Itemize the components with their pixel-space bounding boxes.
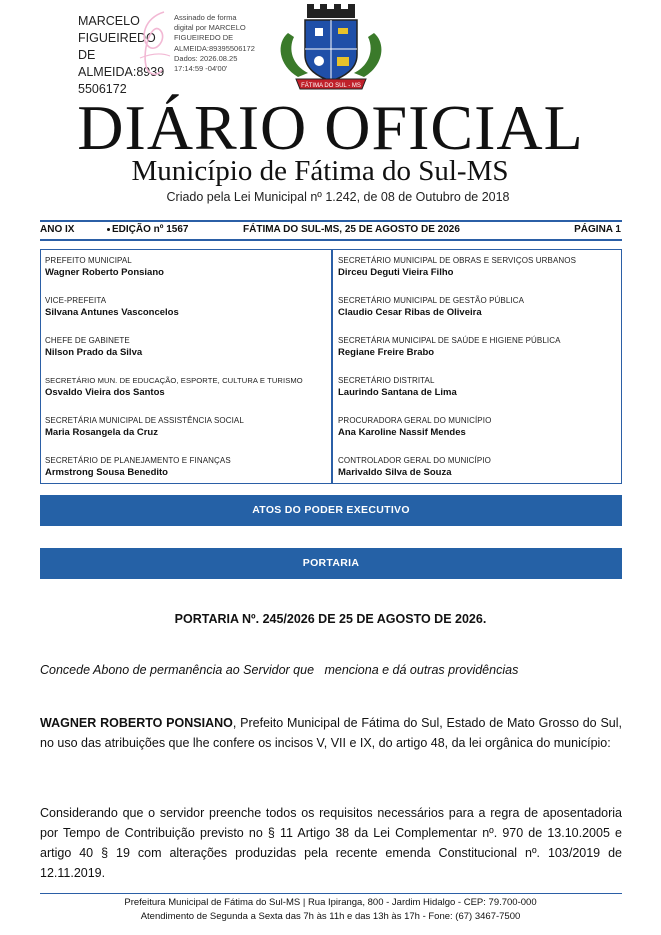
official-entry <box>45 295 330 319</box>
official-role: PROCURADORA GERAL DO MUNICÍPIO <box>338 416 492 425</box>
official-name: Nilson Prado da Silva <box>45 347 143 358</box>
crest-motto: FÁTIMA DO SUL - MS <box>301 83 361 89</box>
municipal-crest-icon <box>270 3 392 93</box>
edition-number: EDIÇÃO nº 1567 <box>112 224 189 235</box>
signer-name: MARCELO FIGUEIREDO DE ALMEIDA:8939 5506172 <box>78 14 165 96</box>
official-role: VICE-PREFEITA <box>45 296 107 305</box>
considerando-paragraph: Considerando que o servidor preenche todos os requisitos necessários para a regra de aposentadoria por Tempo de Contribuição previsto no § 11 Artigo 38 da Lei Complementar nº. 970 de 13.10.2005 e artigo 40 § 19 com alterações produzidas pela recente emenda Constitucional nº. 103/2019 de 12.11.2019. <box>40 806 622 880</box>
official-role: SECRETÁRIO MUN. DE EDUCAÇÃO, ESPORTE, CULTURA E TURISMO <box>45 376 303 385</box>
masthead-subtitle: Município de Fátima do Sul-MS <box>131 155 509 187</box>
edition-year: ANO IX <box>40 224 75 235</box>
official-role: PREFEITO MUNICIPAL <box>45 256 132 265</box>
official-role: CONTROLADOR GERAL DO MUNICÍPIO <box>338 456 491 465</box>
section-banner-executive: ATOS DO PODER EXECUTIVO <box>40 495 622 526</box>
footer-divider <box>40 893 622 894</box>
official-role: SECRETÁRIO DE PLANEJAMENTO E FINANÇAS <box>45 456 231 465</box>
official-entry <box>45 455 330 479</box>
official-name: Dirceu Deguti Vieira Filho <box>338 267 454 278</box>
official-role: CHEFE DE GABINETE <box>45 336 130 345</box>
official-entry <box>338 255 623 279</box>
official-name: Ana Karoline Nassif Mendes <box>338 427 466 438</box>
official-name: Marivaldo Silva de Souza <box>338 467 452 478</box>
official-name: Wagner Roberto Ponsiano <box>45 267 164 278</box>
divider <box>40 239 622 241</box>
intro-paragraph <box>40 713 622 753</box>
official-role: SECRETÁRIO MUNICIPAL DE OBRAS E SERVIÇOS URBANOS <box>338 256 577 265</box>
officials-box <box>40 249 622 484</box>
official-name: Maria Rosangela da Cruz <box>45 427 158 438</box>
official-entry <box>45 255 330 279</box>
official-role: SECRETÁRIO MUNICIPAL DE GESTÃO PÚBLICA <box>338 296 525 305</box>
official-entry <box>338 295 623 319</box>
signature-scribble-icon <box>134 8 174 82</box>
footer-address: Prefeitura Municipal de Fátima do Sul-MS | Rua Ipiranga, 800 - Jardim Hidalgo - CEP: 79.700-000 <box>124 897 537 908</box>
official-name: Regiane Freire Brabo <box>338 347 435 358</box>
official-entry <box>45 415 330 439</box>
mayor-name: WAGNER ROBERTO PONSIANO <box>40 716 233 730</box>
portaria-ementa: Concede Abono de permanência ao Servidor que menciona e dá outras providências <box>40 663 519 677</box>
official-name: Laurindo Santana de Lima <box>338 387 457 398</box>
intro-text: , Prefeito Municipal de Fátima do Sul, Estado de Mato Grosso do Sul, no uso das atribuições que lhe confere os incisos V, VII e IX, do artigo 48, da lei orgânica do município: <box>40 716 622 750</box>
official-entry <box>338 375 623 399</box>
creation-law: Criado pela Lei Municipal nº 1.242, de 08 de Outubro de 2018 <box>166 190 510 204</box>
edition-bar <box>40 222 622 238</box>
official-entry <box>338 455 623 479</box>
official-name: Osvaldo Vieira dos Santos <box>45 387 165 398</box>
official-entry <box>338 335 623 359</box>
footer-hours: Atendimento de Segunda a Sexta das 7h às 11h e das 13h às 17h - Fone: (67) 3467-7500 <box>140 911 521 922</box>
edition-place-date: FÁTIMA DO SUL-MS, 25 DE AGOSTO DE 2026 <box>243 224 460 235</box>
official-name: Armstrong Sousa Benedito <box>45 467 168 478</box>
masthead-title: DIÁRIO OFICIAL <box>77 92 584 163</box>
official-role: SECRETÁRIO DISTRITAL <box>338 376 435 385</box>
official-name: Claudio Cesar Ribas de Oliveira <box>338 307 482 318</box>
edition-page: PÁGINA 1 <box>574 224 621 235</box>
section-banner-portaria: PORTARIA <box>40 548 622 579</box>
official-role: SECRETÁRIA MUNICIPAL DE ASSISTÊNCIA SOCIAL <box>45 416 244 425</box>
official-entry <box>45 335 330 359</box>
official-entry <box>45 375 330 399</box>
officials-column-divider <box>331 250 333 483</box>
signature-info: Assinado de forma digital por MARCELO FIGUEIREDO DE ALMEIDA:89395506172 Dados: 2026.08.25 17:14:59 -04'00' <box>174 13 255 74</box>
bullet-icon <box>107 228 110 231</box>
official-name: Silvana Antunes Vasconcelos <box>45 307 179 318</box>
portaria-title: PORTARIA Nº. 245/2026 DE 25 DE AGOSTO DE 2026. <box>174 612 487 626</box>
official-entry <box>338 415 623 439</box>
official-role: SECRETÁRIA MUNICIPAL DE SAÚDE E HIGIENE PÚBLICA <box>338 336 561 345</box>
